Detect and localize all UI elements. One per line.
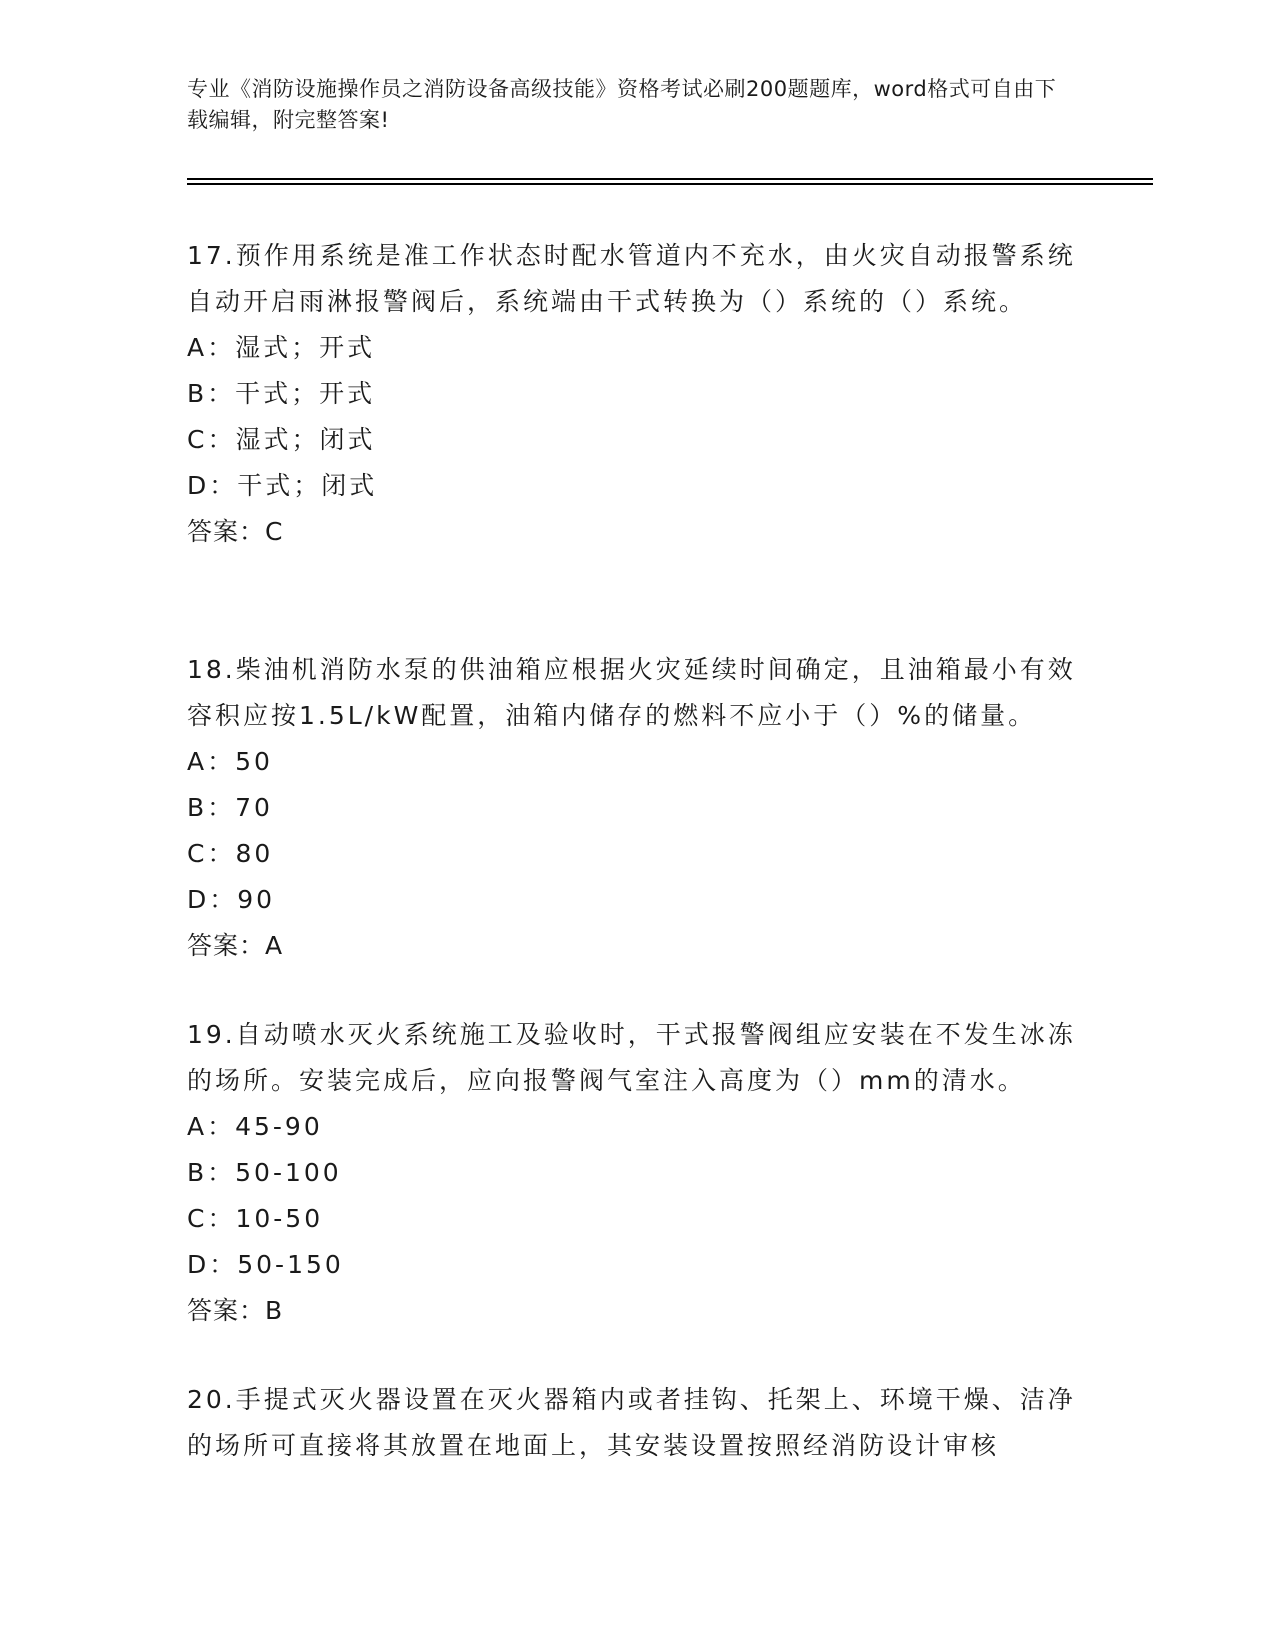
question-text: 19.自动喷水灭火系统施工及验收时，干式报警阀组应安装在不发生冰冻的场所。安装完成后，应向报警阀气室注入高度为（）mm的清水。 — [187, 1020, 1076, 1095]
option-c: C：湿式；闭式 — [187, 425, 376, 454]
answer-line: 答案：C — [187, 517, 284, 546]
option-c: C：10-50 — [187, 1204, 324, 1233]
document-header: 专业《消防设施操作员之消防设备高级技能》资格考试必刷200题题库，word格式可自由下载编辑，附完整答案! — [187, 77, 1057, 132]
question-18 — [187, 647, 1087, 969]
header-divider-top — [187, 178, 1153, 180]
option-b: B：50-100 — [187, 1158, 342, 1187]
question-20 — [187, 1377, 1087, 1469]
option-a: A：湿式；开式 — [187, 333, 376, 362]
question-19 — [187, 1012, 1087, 1334]
answer-line: 答案：A — [187, 931, 284, 960]
header-divider-bottom — [187, 183, 1153, 185]
option-d: D：90 — [187, 885, 276, 914]
option-c: C：80 — [187, 839, 274, 868]
question-text: 17.预作用系统是准工作状态时配水管道内不充水，由火灾自动报警系统自动开启雨淋报警阀后，系统端由干式转换为（）系统的（）系统。 — [187, 241, 1076, 316]
option-a: A：45-90 — [187, 1112, 323, 1141]
option-b: B：干式；开式 — [187, 379, 376, 408]
question-text: 20.手提式灭火器设置在灭火器箱内或者挂钩、托架上、环境干燥、洁净的场所可直接将其放置在地面上，其安装设置按照经消防设计审核 — [187, 1385, 1076, 1460]
option-b: B：70 — [187, 793, 273, 822]
question-text: 18.柴油机消防水泵的供油箱应根据火灾延续时间确定，且油箱最小有效容积应按1.5L/kW配置，油箱内储存的燃料不应小于（）%的储量。 — [187, 655, 1076, 730]
option-d: D：干式；闭式 — [187, 471, 378, 500]
answer-line: 答案：B — [187, 1296, 284, 1325]
option-a: A：50 — [187, 747, 273, 776]
option-d: D：50-150 — [187, 1250, 344, 1279]
question-17 — [187, 233, 1087, 555]
